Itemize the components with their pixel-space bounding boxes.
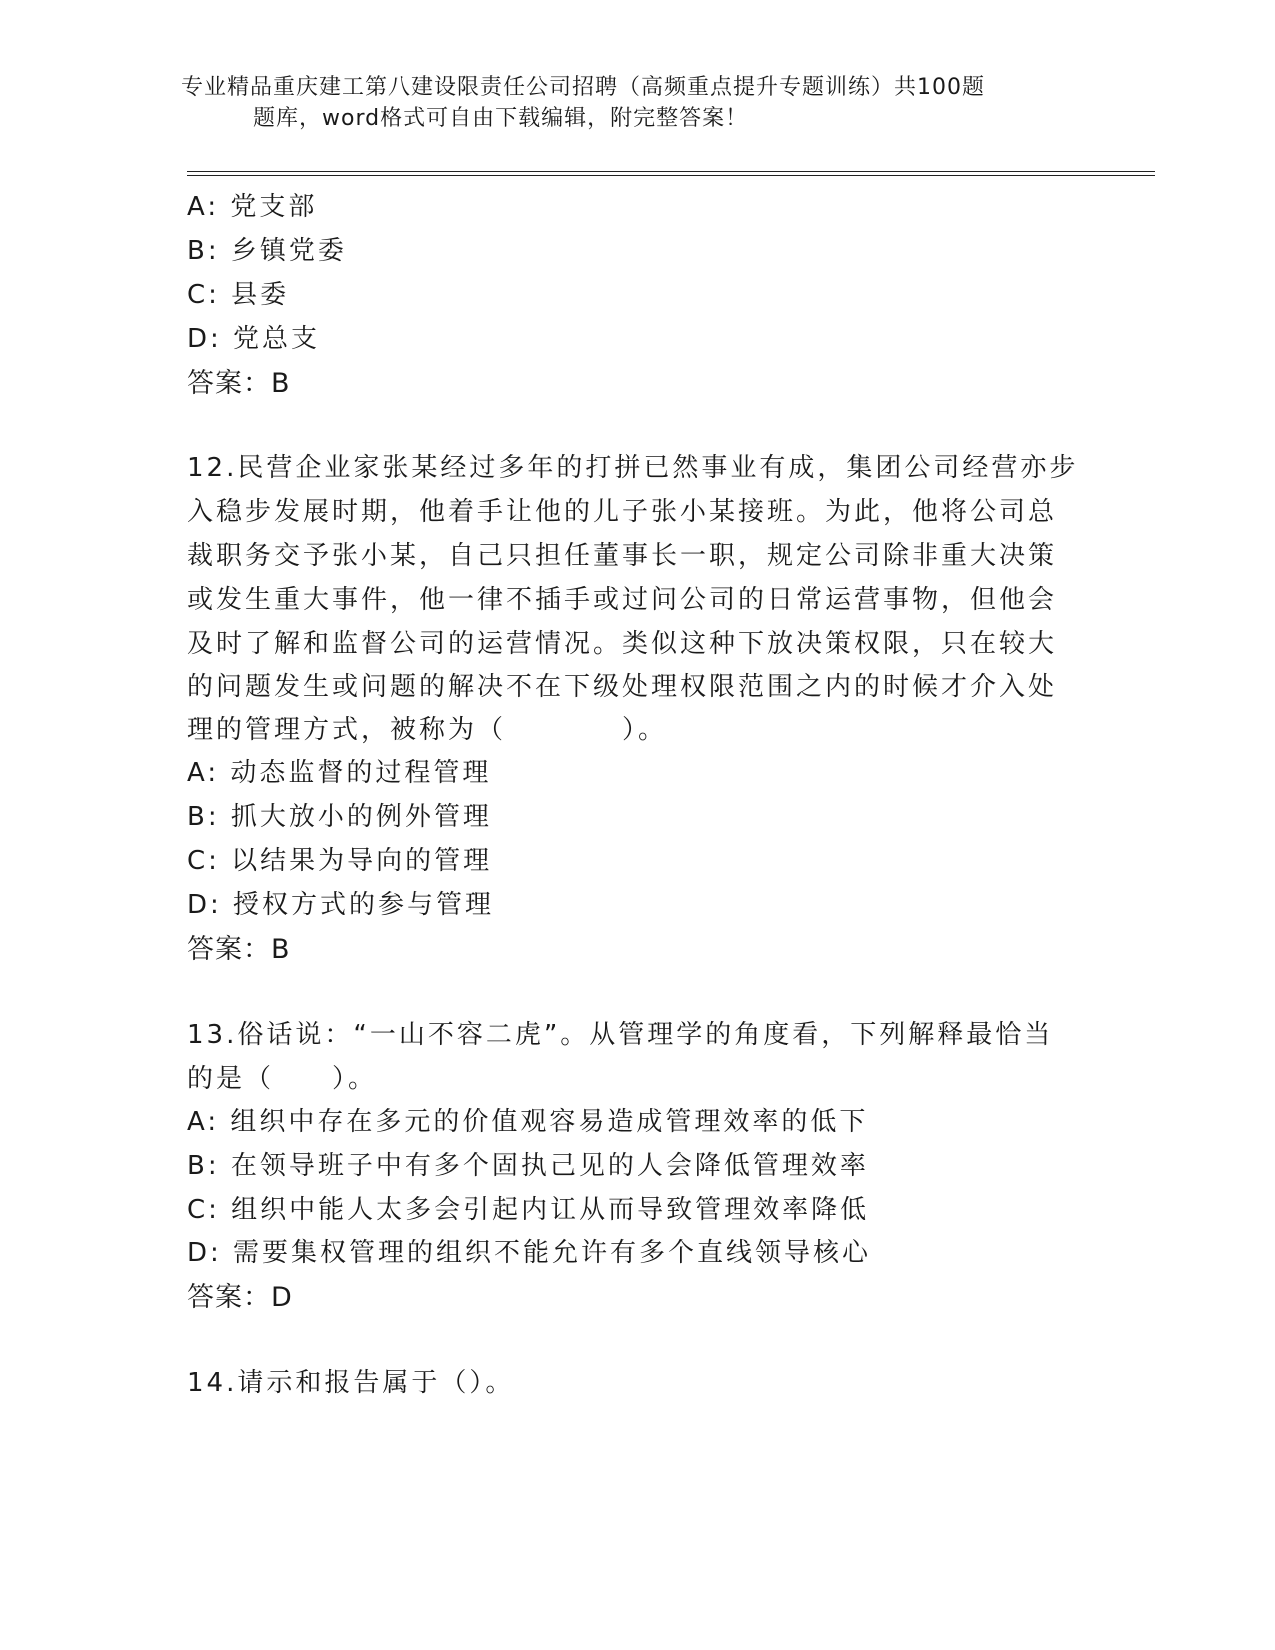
q11-option-d: D: 党总支 <box>187 324 321 354</box>
q12-line-1: 12.民营企业家张某经过多年的打拼已然事业有成，集团公司经营亦步 <box>187 453 1079 483</box>
q13-answer: 答案：D <box>187 1282 293 1313</box>
header-rule-top <box>187 171 1155 172</box>
q13-option-c: C: 组织中能人太多会引起内讧从而导致管理效率降低 <box>187 1195 870 1225</box>
doc-title-line2: 题库，word格式可自由下载编辑，附完整答案！ <box>253 106 749 131</box>
q12-line-4: 或发生重大事件，他一律不插手或过问公司的日常运营事物，但他会 <box>187 585 1058 615</box>
q11-option-a: A: 党支部 <box>187 192 318 222</box>
q13-option-d: D: 需要集权管理的组织不能允许有多个直线领导核心 <box>187 1238 872 1268</box>
doc-title-line1: 专业精品重庆建工第八建设限责任公司招聘（高频重点提升专题训练）共100题 <box>181 75 985 100</box>
q12-line-7: 理的管理方式，被称为（ ）。 <box>187 715 668 745</box>
q13-line-1: 13.俗话说：“一山不容二虎”。从管理学的角度看，下列解释最恰当 <box>187 1020 1054 1050</box>
q13-line-2: 的是（ ）。 <box>187 1064 378 1094</box>
q12-option-d: D: 授权方式的参与管理 <box>187 890 495 920</box>
q11-answer: 答案：B <box>187 368 291 399</box>
q12-line-3: 裁职务交予张小某，自己只担任董事长一职，规定公司除非重大决策 <box>187 541 1058 571</box>
q12-line-2: 入稳步发展时期，他着手让他的儿子张小某接班。为此，他将公司总 <box>187 497 1058 527</box>
q13-option-a: A: 组织中存在多元的价值观容易造成管理效率的低下 <box>187 1107 869 1137</box>
header-rule-bottom <box>187 175 1155 176</box>
q12-option-b: B: 抓大放小的例外管理 <box>187 802 492 832</box>
q14-line-1: 14.请示和报告属于（）。 <box>187 1368 515 1398</box>
q12-answer: 答案：B <box>187 934 291 965</box>
q12-option-a: A: 动态监督的过程管理 <box>187 758 492 788</box>
q13-option-b: B: 在领导班子中有多个固执己见的人会降低管理效率 <box>187 1151 869 1181</box>
q12-line-5: 及时了解和监督公司的运营情况。类似这种下放决策权限，只在较大 <box>187 629 1058 659</box>
q12-option-c: C: 以结果为导向的管理 <box>187 846 493 876</box>
q11-option-c: C: 县委 <box>187 280 290 310</box>
q12-line-6: 的问题发生或问题的解决不在下级处理权限范围之内的时候才介入处 <box>187 672 1058 702</box>
q11-option-b: B: 乡镇党委 <box>187 236 347 266</box>
